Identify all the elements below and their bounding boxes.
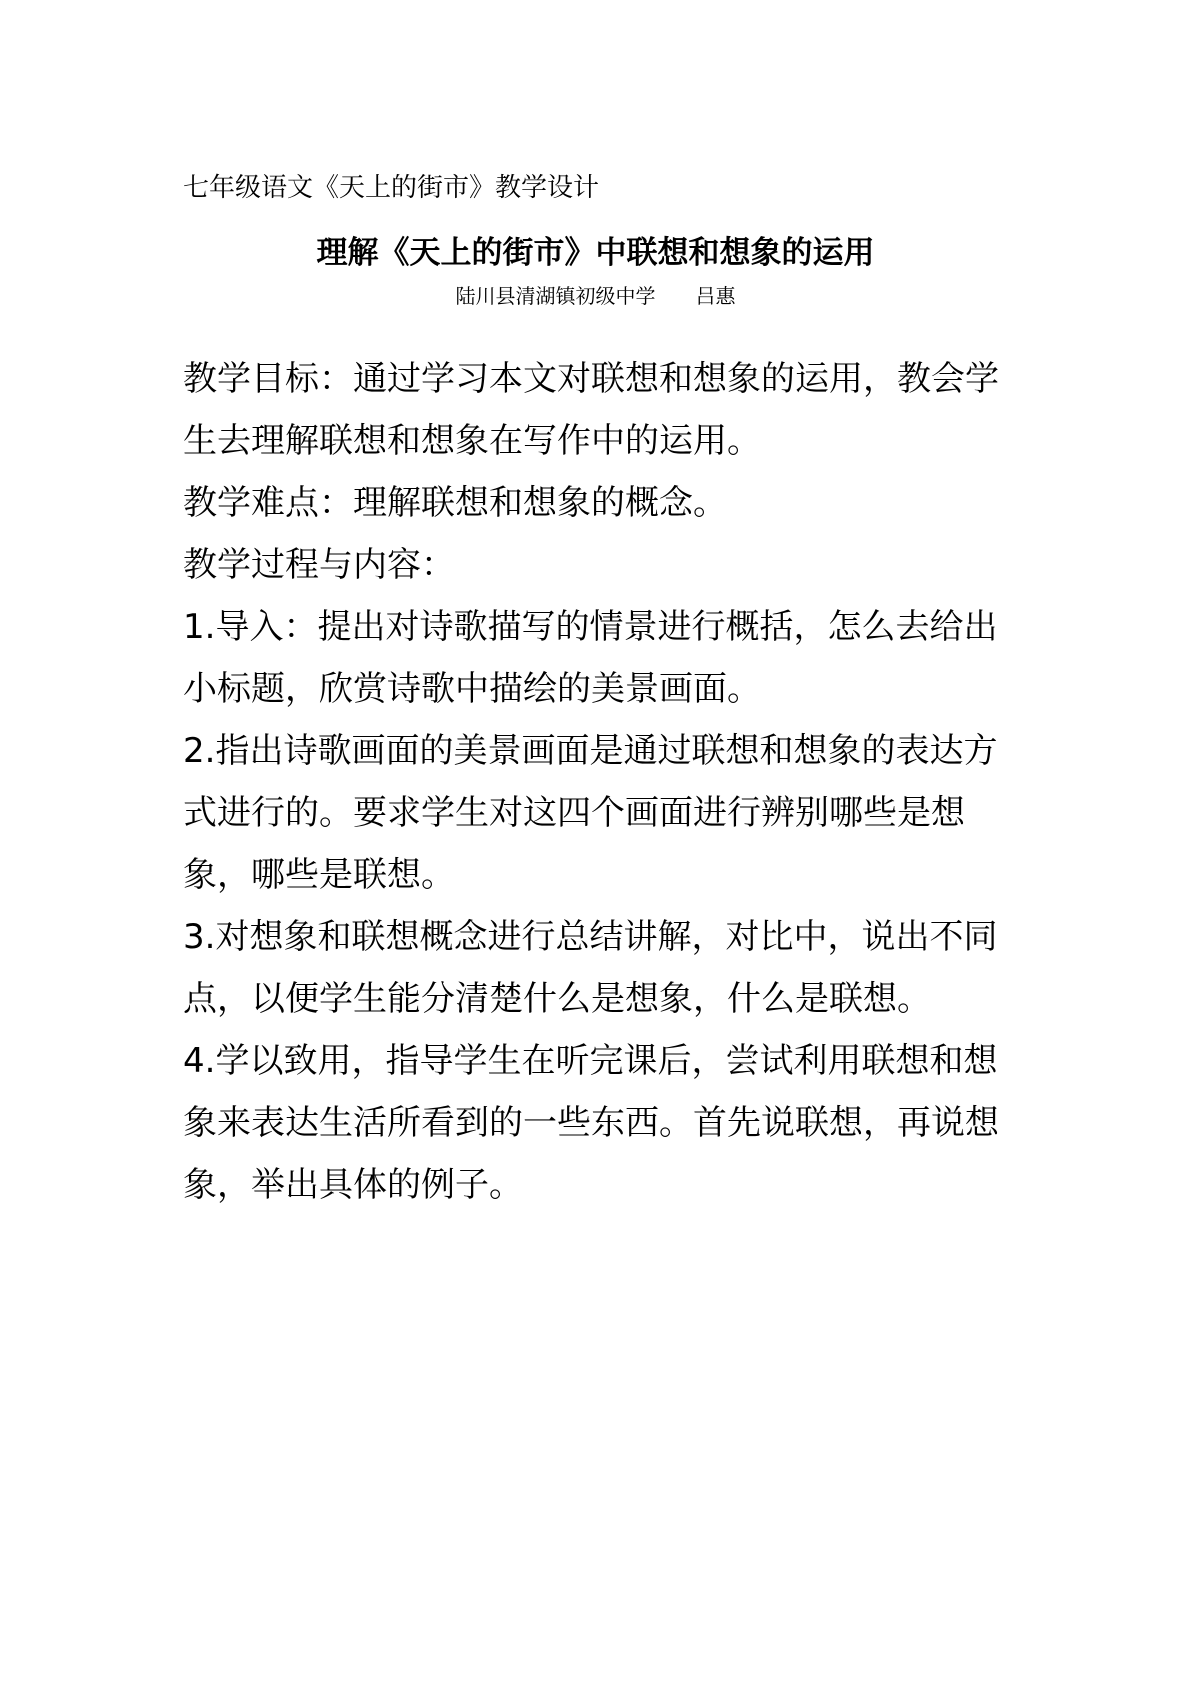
- author-byline: 陆川县清湖镇初级中学 吕惠: [455, 284, 736, 308]
- paragraph-teaching-goal: 教学目标：通过学习本文对联想和想象的运用，教会学生去理解联想和想象在写作中的运用。: [183, 359, 999, 461]
- paragraph-step-4: 4.学以致用，指导学生在听完课后，尝试利用联想和想象来表达生活所看到的一些东西。首先说联想，再说想象，举出具体的例子。: [183, 1041, 999, 1205]
- document-body: [183, 348, 1013, 1216]
- paragraph-teaching-difficulty: 教学难点：理解联想和想象的概念。: [183, 483, 727, 523]
- paragraph-step-3: 3.对想象和联想概念进行总结讲解，对比中，说出不同点，以便学生能分清楚什么是想象，什么是联想。: [183, 917, 998, 1019]
- paragraph-step-2: 2.指出诗歌画面的美景画面是通过联想和想象的表达方式进行的。要求学生对这四个画面进行辨别哪些是想象，哪些是联想。: [183, 731, 998, 895]
- document-header: 七年级语文《天上的街市》教学设计: [183, 173, 600, 203]
- paragraph-process-heading: 教学过程与内容：: [183, 545, 455, 585]
- paragraph-step-1: 1.导入：提出对诗歌描写的情景进行概括，怎么去给出小标题，欣赏诗歌中描绘的美景画面。: [183, 607, 998, 709]
- document-title: 理解《天上的街市》中联想和想象的运用: [316, 235, 875, 271]
